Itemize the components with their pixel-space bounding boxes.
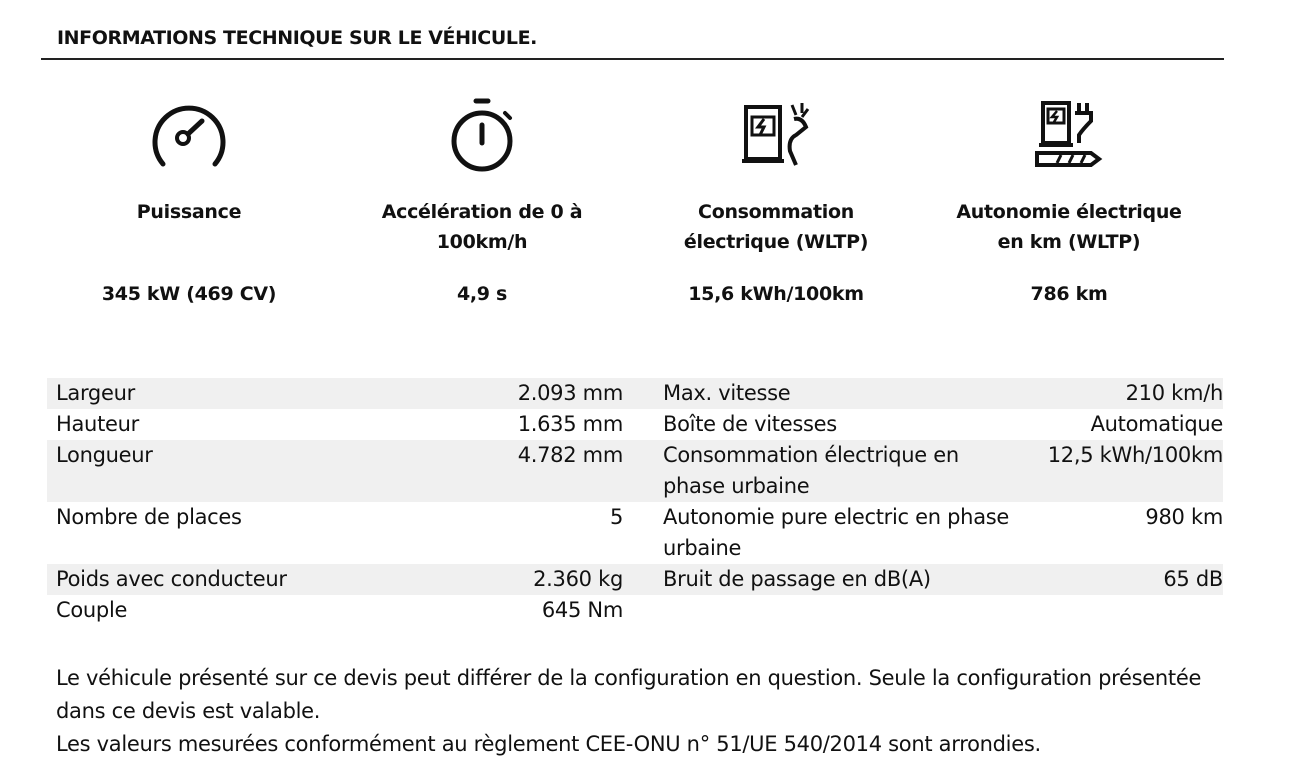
- spec-value: 12,5 kWh/100km: [1047, 443, 1223, 467]
- kpi-value: 4,9 s: [456, 283, 508, 305]
- table-row: [47, 595, 1223, 626]
- kpi-label: Puissance: [136, 201, 242, 223]
- table-row: [47, 502, 1223, 564]
- spec-label: Hauteur: [56, 412, 139, 436]
- disclaimer: [56, 662, 1206, 761]
- kpi-value: 345 kW (469 CV): [101, 283, 277, 305]
- specs-table: [47, 378, 1223, 626]
- spec-label: Couple: [56, 598, 128, 622]
- kpi-label: Accélération de 0 à 100km/h: [381, 201, 583, 253]
- stopwatch-icon: [367, 95, 597, 175]
- disclaimer-text: Le véhicule présenté sur ce devis peut différer de la configuration en question. Seule la configuration présentée dans ce devis est valable.: [56, 666, 1202, 723]
- spec-label: Max. vitesse: [663, 381, 791, 405]
- kpi-acceleration: [367, 95, 597, 305]
- spec-label: Consommation électrique en phase urbaine: [663, 443, 959, 498]
- table-row: [47, 378, 1223, 409]
- spec-value: [1023, 595, 1223, 626]
- spec-value: 4.782 mm: [517, 443, 623, 467]
- spec-label: Poids avec conducteur: [56, 567, 287, 591]
- spec-label: Boîte de vitesses: [663, 412, 837, 436]
- spec-value: 1.635 mm: [517, 412, 623, 436]
- spec-value: 5: [609, 505, 623, 529]
- spec-label: [623, 595, 1023, 626]
- spec-label: Longueur: [56, 443, 153, 467]
- kpi-row: [0, 95, 1290, 325]
- table-row: [47, 409, 1223, 440]
- disclaimer-text: Les valeurs mesurées conformément au règlement CEE-ONU n° 51/UE 540/2014 sont arrondies.: [56, 732, 1041, 756]
- speedometer-icon: [74, 95, 304, 175]
- kpi-label: Autonomie électrique en km (WLTP): [956, 201, 1182, 253]
- kpi-value: 15,6 kWh/100km: [688, 283, 864, 305]
- spec-value: 210 km/h: [1125, 381, 1223, 405]
- kpi-label: Consommation électrique (WLTP): [683, 201, 869, 253]
- section-title: INFORMATIONS TECHNIQUE SUR LE VÉHICULE.: [57, 27, 537, 49]
- table-row: [47, 440, 1223, 502]
- kpi-consumption: [661, 95, 891, 305]
- kpi-value: 786 km: [1030, 283, 1108, 305]
- title-divider: [41, 58, 1224, 60]
- spec-label: Autonomie pure electric en phase urbaine: [663, 505, 1010, 560]
- range-charger-icon: [954, 95, 1184, 175]
- spec-value: 645 Nm: [541, 598, 623, 622]
- spec-value: 2.360 kg: [533, 567, 623, 591]
- spec-label: Largeur: [56, 381, 135, 405]
- spec-value: 2.093 mm: [517, 381, 623, 405]
- table-row: [47, 564, 1223, 595]
- spec-value: Automatique: [1090, 412, 1223, 436]
- kpi-power: [74, 95, 304, 305]
- kpi-range: [954, 95, 1184, 305]
- spec-value: 980 km: [1145, 505, 1223, 529]
- spec-label: Bruit de passage en dB(A): [663, 567, 931, 591]
- spec-value: 65 dB: [1163, 567, 1223, 591]
- charging-station-icon: [661, 95, 891, 175]
- spec-label: Nombre de places: [56, 505, 242, 529]
